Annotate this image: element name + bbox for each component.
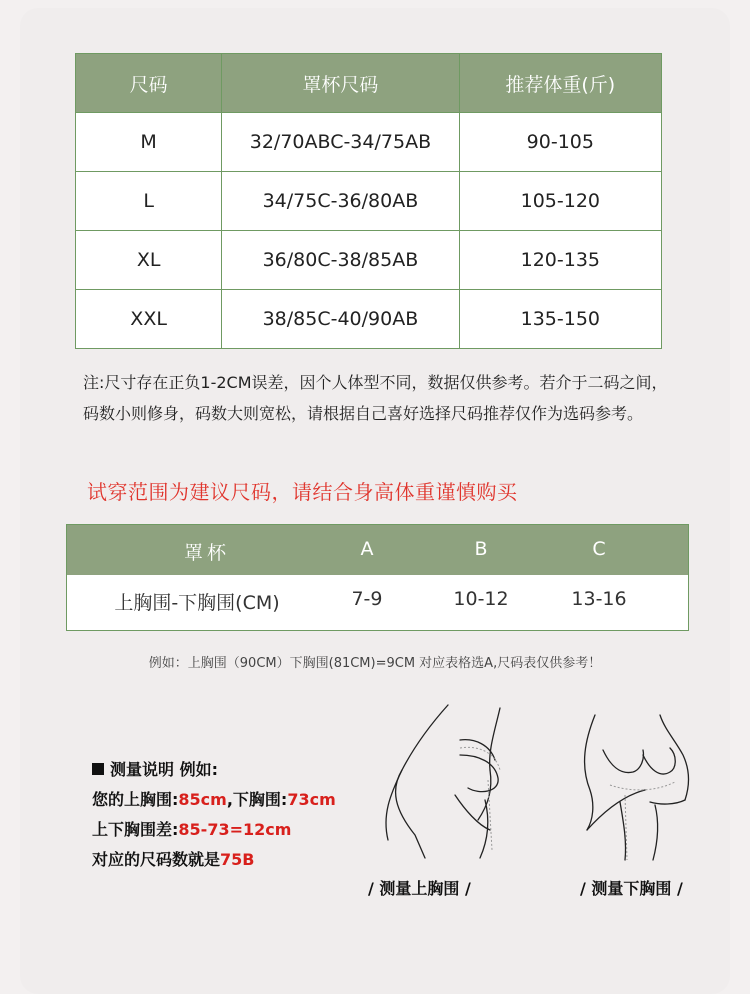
example-text: 例如：上胸围（90CM）下胸围(81CM)=9CM 对应表格选A,尺码表仅供参考！: [148, 656, 602, 671]
cell-weight: 90-105: [459, 113, 661, 172]
size-table: [75, 53, 662, 349]
size-table-header: [76, 54, 662, 113]
label-diff: 上下胸围差:: [92, 820, 179, 839]
header-a: A: [360, 538, 374, 560]
cell-size: XXL: [76, 290, 222, 349]
caption-lower-bust: / 测量下胸围 /: [580, 879, 683, 898]
table-row: [76, 172, 662, 231]
measure-instructions: [92, 755, 336, 875]
value-diff: 85-73=12cm: [178, 820, 292, 839]
cell-cup: 34/75C-36/80AB: [222, 172, 459, 231]
measure-line-3: [92, 845, 336, 875]
caption-upper-bust: / 测量上胸围 /: [368, 879, 471, 898]
value-size-result: 75B: [220, 850, 255, 869]
label-lower-bust: ,下胸围:: [226, 790, 288, 809]
table-row: [76, 231, 662, 290]
cell-bust-diff-label: 上胸围-下胸围(CM): [114, 592, 280, 614]
cell-c-range: 13-16: [571, 588, 627, 610]
measure-title: 测量说明 例如:: [110, 760, 218, 779]
header-size: 尺码: [76, 54, 222, 113]
measure-line-1: [92, 785, 336, 815]
lower-bust-illustration: [565, 710, 700, 865]
cell-cup: 32/70ABC-34/75AB: [222, 113, 459, 172]
cell-size: L: [76, 172, 222, 231]
cell-size: M: [76, 113, 222, 172]
header-c: C: [592, 538, 606, 560]
header-cup-size: 罩杯尺码: [222, 54, 459, 113]
header-weight: 推荐体重(斤): [459, 54, 661, 113]
cup-table-header: [67, 525, 688, 575]
fit-warning: 试穿范围为建议尺码，请结合身高体重谨慎购买: [87, 480, 518, 504]
measure-title-line: [92, 755, 336, 785]
cup-table: [66, 524, 689, 631]
table-row: [76, 113, 662, 172]
cell-weight: 135-150: [459, 290, 661, 349]
cell-weight: 120-135: [459, 231, 661, 290]
cell-b-range: 10-12: [453, 588, 509, 610]
cell-size: XL: [76, 231, 222, 290]
cell-a-range: 7-9: [351, 588, 383, 610]
cell-cup: 38/85C-40/90AB: [222, 290, 459, 349]
cell-weight: 105-120: [459, 172, 661, 231]
measure-line-2: [92, 815, 336, 845]
cell-cup: 36/80C-38/85AB: [222, 231, 459, 290]
value-lower-bust: 73cm: [287, 790, 336, 809]
label-upper-bust: 您的上胸围:: [92, 790, 179, 809]
label-size-result: 对应的尺码数就是: [92, 850, 221, 869]
table-row: [76, 290, 662, 349]
value-upper-bust: 85cm: [178, 790, 227, 809]
size-note: 注:尺寸存在正负1-2CM误差，因个人体型不同，数据仅供参考。若介于二码之间，码数小则修身，码数大则宽松，请根据自己喜好选择尺码推荐仅作为选码参考。: [83, 373, 668, 423]
header-cup: 罩杯: [183, 542, 230, 564]
header-b: B: [474, 538, 488, 560]
upper-bust-illustration: [360, 700, 530, 860]
square-bullet-icon: [92, 763, 104, 775]
